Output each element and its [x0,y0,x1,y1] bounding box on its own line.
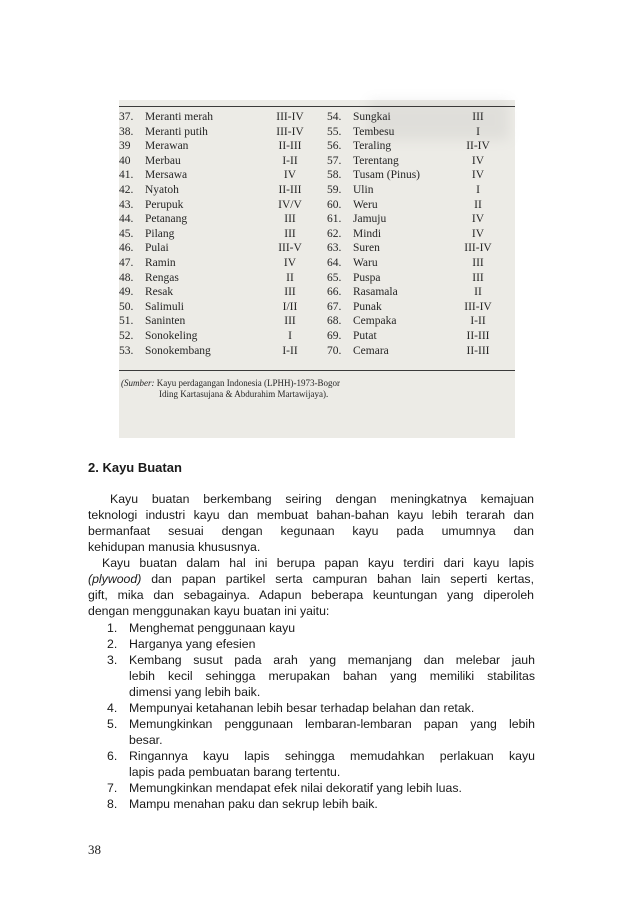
list-item-text: Memungkinkan mendapat efek nilai dekoratif yang lebih luas. [129,781,462,795]
list-item-number: 3. [107,653,118,667]
paragraph-1-line: Kayu buatan berkembang seiring dengan meningkatnya kemajuan [110,492,534,506]
list-item-number: 1. [107,621,118,635]
table-row-wood [327,271,447,286]
paragraph-1 [88,491,534,555]
table-row-wood [327,212,447,227]
durability-class: II-III [278,140,302,153]
wood-number: 51. [119,315,134,328]
wood-number: 66. [327,286,342,299]
wood-name: Tembesu [353,125,395,138]
wood-number: 60. [327,198,342,211]
wood-number: 39 [119,140,131,153]
wood-number: 50. [119,300,134,313]
table-row-wood [327,125,447,140]
table-row-wood [327,256,447,271]
wood-name: Ulin [353,183,374,196]
table-source-note [121,378,340,400]
wood-name: Puspa [353,271,381,284]
durability-class: III [284,315,296,328]
wood-name: Tusam (Pinus) [353,169,420,182]
list-item-text: Mampu menahan paku dan sekrup lebih baik. [129,797,378,811]
paragraph-2-line-text: dan papan partikel serta campuran bahan lain seperti kertas, [141,572,534,586]
paragraph-2-line [88,571,534,587]
list-item [107,748,535,780]
wood-number: 46. [119,242,134,255]
list-item-text: lebih kecil sehingga merupakan bahan yang memiliki stabilitas [129,669,535,683]
durability-class: III-IV [276,125,304,138]
table-row-wood [119,168,259,183]
list-item [107,716,535,748]
paragraph-1-line: teknologi industri kayu dan membuat bahan-bahan kayu lebih terarah dan [88,508,534,522]
paragraph-2-line: gift, mika dan sebagainya. Adapun beberapa keuntungan yang diperoleh [88,588,534,602]
plywood-term: (plywood) [88,572,142,586]
paragraph-1-line: kehidupan manusia khususnya. [88,540,261,554]
wood-name: Ramin [145,256,176,269]
durability-class: I-II [470,315,486,328]
table-top-rule [119,106,515,107]
list-item-number: 6. [107,749,118,763]
list-item [107,796,535,812]
wood-class-table-scan [119,100,515,438]
wood-name: Sungkai [353,111,391,123]
durability-class: III [284,286,296,299]
list-item [107,780,535,796]
wood-number: 65. [327,271,342,284]
table-row-wood [119,285,259,300]
list-item-number: 4. [107,701,118,715]
table-row-wood [119,329,259,344]
wood-name: Punak [353,300,382,313]
wood-name: Meranti merah [145,111,214,123]
list-item-text: Ringannya kayu lapis sehingga memudahkan perlakuan kayu [129,749,535,763]
page-number: 38 [88,842,101,857]
paragraph-2-line: dengan menggunakan kayu buatan ini yaitu: [88,604,330,618]
durability-class: III [284,227,296,240]
wood-name: Salimuli [145,300,184,313]
wood-name: Teraling [353,140,392,153]
list-item-number: 7. [107,781,118,795]
wood-number: 42. [119,183,134,196]
list-item [107,700,535,716]
wood-name: Mersawa [145,169,188,182]
wood-number: 58. [327,169,342,182]
wood-number: 43. [119,198,134,211]
wood-number: 38. [119,125,134,138]
table-bottom-rule [119,370,515,371]
durability-class: II [286,271,294,284]
wood-number: 62. [327,227,342,240]
table-row-wood [119,198,259,213]
table-row-wood [119,344,259,359]
wood-name: Pulai [145,242,169,255]
durability-class: III [472,271,484,284]
durability-class: III [472,256,484,269]
table-row-wood [119,300,259,315]
list-item-text: Kembang susut pada arah yang memanjang dan melebar jauh [129,653,535,667]
list-item [107,636,535,652]
wood-number: 69. [327,329,342,342]
table-left-name-column [119,110,259,358]
wood-number: 44. [119,213,134,226]
wood-name: Pilang [145,227,175,240]
table-row-wood [327,110,447,125]
table-row-wood [327,241,447,256]
wood-name: Cempaka [353,315,397,328]
durability-class: III [472,111,484,123]
list-item-text: lapis pada pembuatan barang tertentu. [129,765,341,779]
durability-class: IV/V [278,198,302,211]
table-row-wood [327,183,447,198]
wood-number: 45. [119,227,134,240]
wood-number: 52. [119,329,134,342]
source-line-1: Kayu perdagangan Indonesia (LPHH)-1973-Bogor [156,378,340,388]
durability-class: III-IV [276,111,304,123]
wood-name: Merawan [145,140,189,153]
durability-class: IV [283,256,297,269]
table-left-class-column [259,110,321,358]
list-item-number: 8. [107,797,118,811]
paragraph-1-line: bermanfaat sesuai dengan kegunaan kayu pada umumnya dan [88,524,534,538]
durability-class: IV [471,154,485,167]
list-item-text: Memungkinkan penggunaan lembaran-lembaran papan yang lebih [129,717,535,731]
wood-number: 57. [327,154,342,167]
wood-name: Mindi [353,227,382,240]
wood-number: 56. [327,140,342,153]
wood-number: 40 [119,154,131,167]
list-item [107,620,535,636]
durability-class: III-IV [464,300,492,313]
source-label: (Sumber: [121,378,155,388]
source-line-2: Iding Kartasujana & Abdurahim Martawijaya). [159,389,329,399]
benefits-list [107,620,535,812]
durability-class: IV [283,169,297,182]
wood-number: 67. [327,300,342,313]
wood-name: Cemara [353,344,389,357]
durability-class: I/II [282,300,298,313]
table-row-wood [327,198,447,213]
table-row-wood [119,241,259,256]
durability-class: I [476,183,480,196]
durability-class: IV [471,227,485,240]
paragraph-2 [88,555,534,619]
table-row-wood [119,139,259,154]
wood-name: Rengas [145,271,179,284]
table-row-wood [327,329,447,344]
wood-name: Perupuk [145,198,184,211]
wood-name: Merbau [145,154,181,167]
wood-name: Sonokembang [145,344,211,357]
table-row-wood [327,139,447,154]
durability-class: II [474,286,482,299]
table-row-wood [327,154,447,169]
durability-class: I [288,329,292,342]
wood-name: Putat [353,329,377,342]
durability-class: II [474,198,482,211]
wood-number: 55. [327,125,342,138]
list-item-text: dimensi yang lebih baik. [129,685,261,699]
table-row-wood [327,300,447,315]
wood-number: 53. [119,344,134,357]
durability-class: II-III [466,329,490,342]
wood-number: 54. [327,111,342,123]
wood-name: Petanang [145,213,188,226]
list-item-text: Mempunyai ketahanan lebih besar terhadap belahan dan retak. [129,701,475,715]
table-row-wood [119,125,259,140]
wood-name: Rasamala [353,286,398,299]
table-row-wood [327,227,447,242]
list-item-number: 5. [107,717,118,731]
table-row-wood [119,183,259,198]
list-item-text: Harganya yang efesien [129,637,256,651]
wood-name: Meranti putih [145,125,208,138]
table-row-wood [119,154,259,169]
table-row-wood [119,314,259,329]
wood-name: Jamuju [353,213,387,226]
wood-name: Suren [353,242,380,255]
wood-number: 64. [327,256,342,269]
durability-class: I [476,125,480,138]
table-row-wood [119,110,259,125]
wood-number: 48. [119,271,134,284]
durability-class: IV [471,213,485,226]
table-row-wood [327,168,447,183]
durability-class: IV [471,169,485,182]
wood-number: 37. [119,111,134,123]
wood-number: 47. [119,256,134,269]
wood-name: Waru [353,256,378,269]
wood-class-table [119,100,515,372]
wood-number: 59. [327,183,342,196]
paragraph-2-line: Kayu buatan dalam hal ini berupa papan kayu terdiri dari kayu lapis [102,556,534,570]
wood-name: Sonokeling [145,329,198,342]
list-item [107,652,535,700]
wood-number: 41. [119,169,134,182]
wood-number: 68. [327,315,342,328]
durability-class: III-V [278,242,302,255]
wood-name: Terentang [353,154,399,167]
table-row-wood [119,212,259,227]
table-right-class-column [449,110,507,358]
durability-class: II-III [466,344,490,357]
wood-name: Weru [353,198,378,211]
table-right-name-column [327,110,447,358]
wood-name: Resak [145,286,174,299]
wood-name: Saninten [145,315,186,328]
wood-name: Nyatoh [145,183,179,196]
durability-class: I-II [282,344,298,357]
durability-class: II-IV [466,140,490,153]
list-item-text: Menghemat penggunaan kayu [129,621,296,635]
wood-number: 61. [327,213,342,226]
section-heading: 2. Kayu Buatan [88,460,182,475]
wood-number: 49. [119,286,134,299]
durability-class: I-II [282,154,298,167]
table-row-wood [119,227,259,242]
list-item-text: besar. [129,733,163,747]
list-item-number: 2. [107,637,118,651]
table-row-wood [119,271,259,286]
table-row-wood [119,256,259,271]
durability-class: III-IV [464,242,492,255]
wood-number: 70. [327,344,342,357]
wood-number: 63. [327,242,342,255]
durability-class: II-III [278,183,302,196]
durability-class: III [284,213,296,226]
table-row-wood [327,314,447,329]
table-row-wood [327,344,447,359]
table-row-wood [327,285,447,300]
